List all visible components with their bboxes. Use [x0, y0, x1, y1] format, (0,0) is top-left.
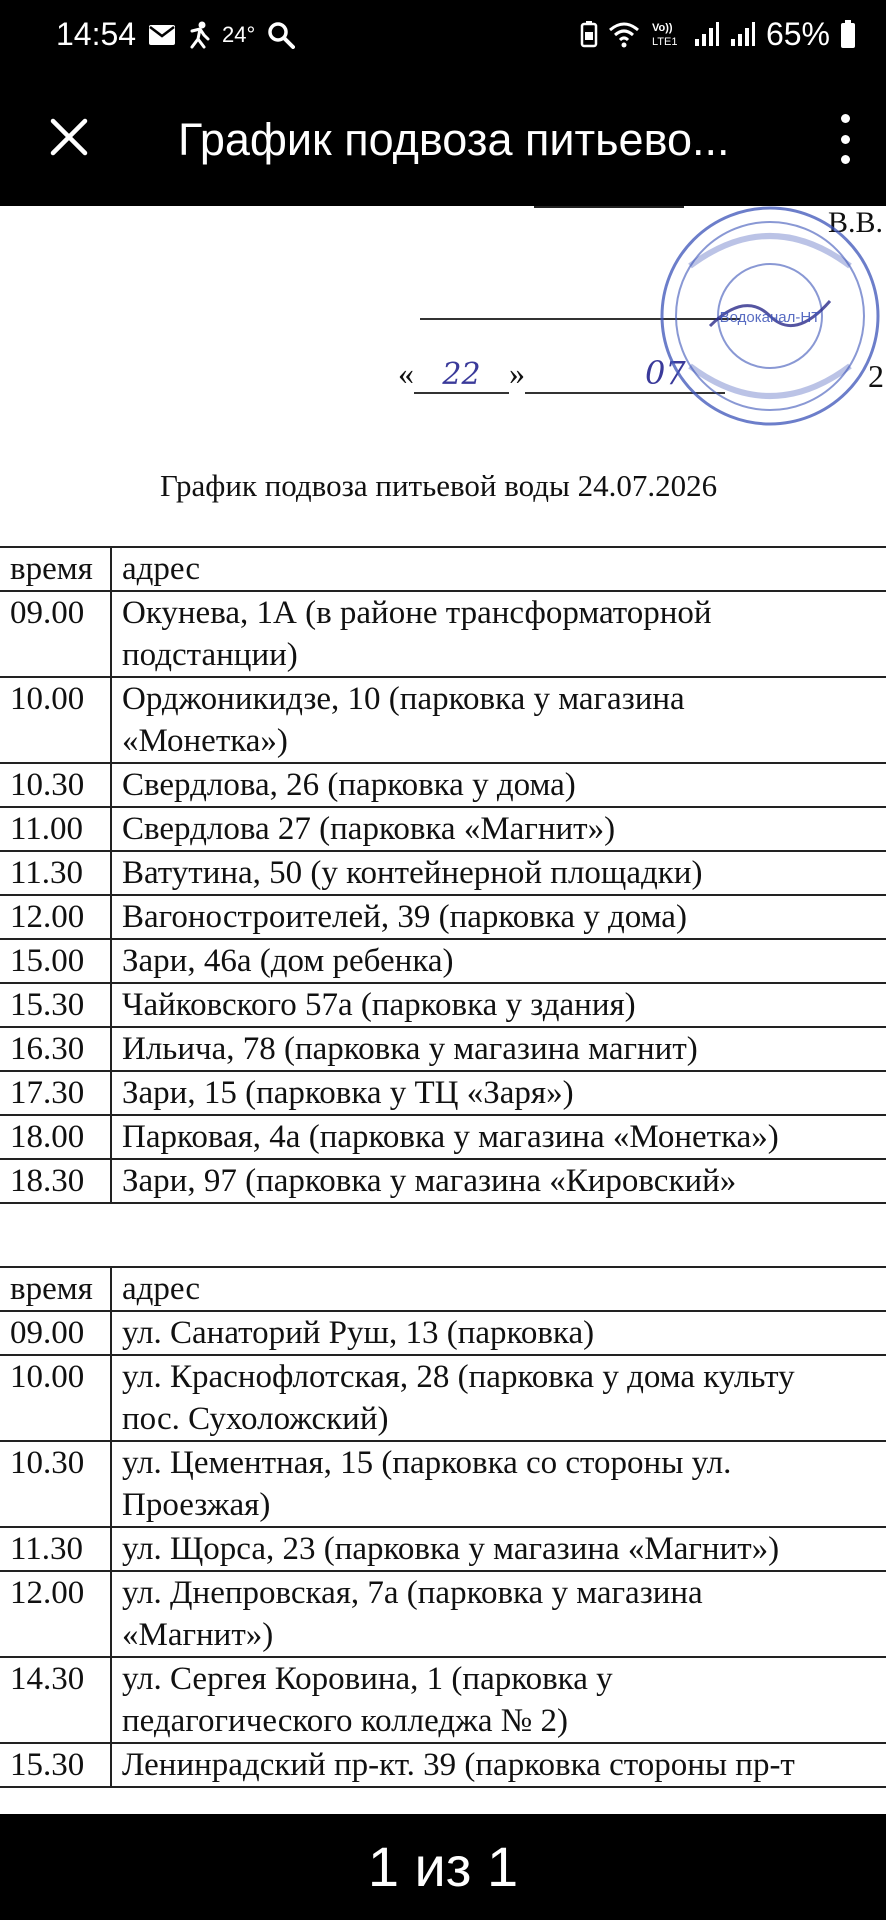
- table-row: [0, 1527, 886, 1571]
- document-page[interactable]: [0, 206, 886, 1814]
- row-time: 11.00: [0, 807, 111, 851]
- row-time: 11.30: [0, 1527, 111, 1571]
- row-time: 10.00: [0, 1355, 111, 1441]
- table-row: [0, 851, 886, 895]
- table-row: [0, 763, 886, 807]
- table-2-body: [0, 1311, 886, 1787]
- row-time: 15.00: [0, 939, 111, 983]
- table-row: [0, 1441, 886, 1527]
- row-time: 10.30: [0, 1441, 111, 1527]
- row-time: 16.30: [0, 1027, 111, 1071]
- status-time: 14:54: [56, 16, 137, 52]
- row-address: [111, 1071, 886, 1115]
- year-fragment: 2: [868, 358, 884, 394]
- schedule-table-1: [0, 546, 886, 1204]
- row-time: 10.30: [0, 763, 111, 807]
- address-line: Чайковского 57а (парковка у здания): [122, 987, 636, 1023]
- row-address: [111, 677, 886, 763]
- address-line: ул. Сергея Коровина, 1 (парковка у: [122, 1661, 613, 1697]
- status-left-icons: [148, 18, 295, 52]
- address-line: Вагоностроителей, 39 (парковка у дома): [122, 899, 687, 935]
- table-row: [0, 1743, 886, 1787]
- row-time: 18.00: [0, 1115, 111, 1159]
- row-time: 14.30: [0, 1657, 111, 1743]
- table-row: [0, 677, 886, 763]
- header-initials: В.В.: [828, 206, 884, 239]
- row-address: [111, 1355, 886, 1441]
- table-row: [0, 1115, 886, 1159]
- address-line: ул. Цементная, 15 (парковка со стороны ул.: [122, 1445, 732, 1481]
- table-row: [0, 1027, 886, 1071]
- row-time: 15.30: [0, 983, 111, 1027]
- row-address: [111, 1159, 886, 1203]
- table-row: [0, 1311, 886, 1355]
- row-address: [111, 1527, 886, 1571]
- row-time: 12.00: [0, 895, 111, 939]
- row-address: [111, 1571, 886, 1657]
- address-line: Ильича, 78 (парковка у магазина магнит): [122, 1031, 698, 1067]
- stamp-label: Водоканал-НТ: [719, 309, 821, 326]
- address-line: Свердлова 27 (парковка «Магнит»): [122, 811, 616, 847]
- header-address: адрес: [111, 1267, 886, 1311]
- table-header-row: [0, 547, 886, 591]
- table-row: [0, 983, 886, 1027]
- address-line: Зари, 46а (дом ребенка): [122, 943, 454, 979]
- address-line: ул. Санаторий Руш, 13 (парковка): [122, 1315, 595, 1351]
- table-row: [0, 1657, 886, 1743]
- address-line: Парковая, 4а (парковка у магазина «Монетка»): [122, 1119, 779, 1155]
- more-options-button[interactable]: [830, 114, 860, 164]
- wifi-icon: [608, 20, 640, 48]
- table-row: [0, 591, 886, 677]
- date-quote-open: «: [398, 355, 414, 391]
- row-time: 10.00: [0, 677, 111, 763]
- row-address: [111, 1657, 886, 1743]
- lock-battery-icon: [580, 20, 598, 48]
- address-line: Зари, 15 (парковка у ТЦ «Заря»): [122, 1075, 574, 1111]
- address-line: педагогического колледжа № 2): [122, 1703, 569, 1739]
- date-day: 22: [414, 357, 509, 394]
- address-line: Зари, 97 (парковка у магазина «Кировский»: [122, 1163, 737, 1199]
- row-address: [111, 763, 886, 807]
- row-address: [111, 983, 886, 1027]
- header-time: время: [0, 1267, 111, 1311]
- activity-icon: [188, 21, 210, 49]
- address-line: Окунева, 1А (в районе трансформаторной: [122, 595, 712, 631]
- schedule-table-2: [0, 1266, 886, 1788]
- svg-text:Vo)): Vo)): [651, 22, 673, 34]
- row-address: [111, 895, 886, 939]
- address-line: Ленинрадский пр-кт. 39 (парковка стороны пр-т: [122, 1747, 795, 1783]
- row-address: [111, 1743, 886, 1787]
- table-row: [0, 1159, 886, 1203]
- address-line: Проезжая): [122, 1487, 271, 1523]
- schedule-title: График подвоза питьевой воды 24.07.2026: [160, 468, 718, 503]
- row-address: [111, 591, 886, 677]
- table-row: [0, 939, 886, 983]
- row-time: 15.30: [0, 1743, 111, 1787]
- date-quote-close: »: [509, 355, 525, 391]
- address-line: Свердлова, 26 (парковка у дома): [122, 767, 576, 803]
- signal-icon: [694, 21, 720, 47]
- address-line: ул. Щорса, 23 (парковка у магазина «Магнит»): [122, 1531, 780, 1567]
- row-time: 12.00: [0, 1571, 111, 1657]
- row-address: [111, 1311, 886, 1355]
- app-bar: [0, 70, 886, 206]
- row-address: [111, 939, 886, 983]
- volte-icon: [650, 19, 684, 49]
- row-address: [111, 807, 886, 851]
- row-time: 11.30: [0, 851, 111, 895]
- address-line: «Магнит»): [122, 1617, 274, 1653]
- row-time: 18.30: [0, 1159, 111, 1203]
- row-address: [111, 1027, 886, 1071]
- table-1-body: [0, 591, 886, 1203]
- address-line: подстанции): [122, 637, 298, 673]
- status-bar: [0, 0, 886, 70]
- bottom-bar: [0, 1814, 886, 1920]
- row-time: 17.30: [0, 1071, 111, 1115]
- close-icon: [49, 117, 89, 157]
- table-header-row: [0, 1267, 886, 1311]
- date-month: 07: [645, 354, 686, 392]
- table-row: [0, 807, 886, 851]
- mail-icon: [148, 24, 176, 46]
- address-line: пос. Сухоложский): [122, 1401, 389, 1437]
- row-time: 09.00: [0, 591, 111, 677]
- table-row: [0, 895, 886, 939]
- status-right-icons: [580, 16, 856, 52]
- close-button[interactable]: [42, 110, 96, 164]
- header-time: время: [0, 547, 111, 591]
- table-row: [0, 1571, 886, 1657]
- more-vert-icon: [841, 114, 850, 123]
- address-line: ул. Днепровская, 7а (парковка у магазина: [122, 1575, 703, 1611]
- row-address: [111, 1441, 886, 1527]
- svg-text:LTE1: LTE1: [651, 36, 678, 48]
- organization-stamp: [650, 206, 886, 436]
- table-row: [0, 1071, 886, 1115]
- row-address: [111, 851, 886, 895]
- row-time: 09.00: [0, 1311, 111, 1355]
- address-line: ул. Краснофлотская, 28 (парковка у дома культу: [122, 1359, 795, 1395]
- battery-icon: [840, 19, 856, 49]
- table-row: [0, 1355, 886, 1441]
- row-address: [111, 1115, 886, 1159]
- address-line: Орджоникидзе, 10 (парковка у магазина: [122, 681, 685, 717]
- battery-percent: 65%: [765, 15, 830, 52]
- document-title: График подвоза питьево...: [178, 114, 730, 165]
- status-temperature: 24°: [222, 22, 256, 47]
- address-line: «Монетка»): [122, 723, 288, 759]
- signal-icon-2: [730, 21, 756, 47]
- page-counter: 1 из 1: [367, 1835, 519, 1898]
- search-icon: [267, 21, 295, 49]
- address-line: Ватутина, 50 (у контейнерной площадки): [122, 855, 703, 891]
- header-address: адрес: [111, 547, 886, 591]
